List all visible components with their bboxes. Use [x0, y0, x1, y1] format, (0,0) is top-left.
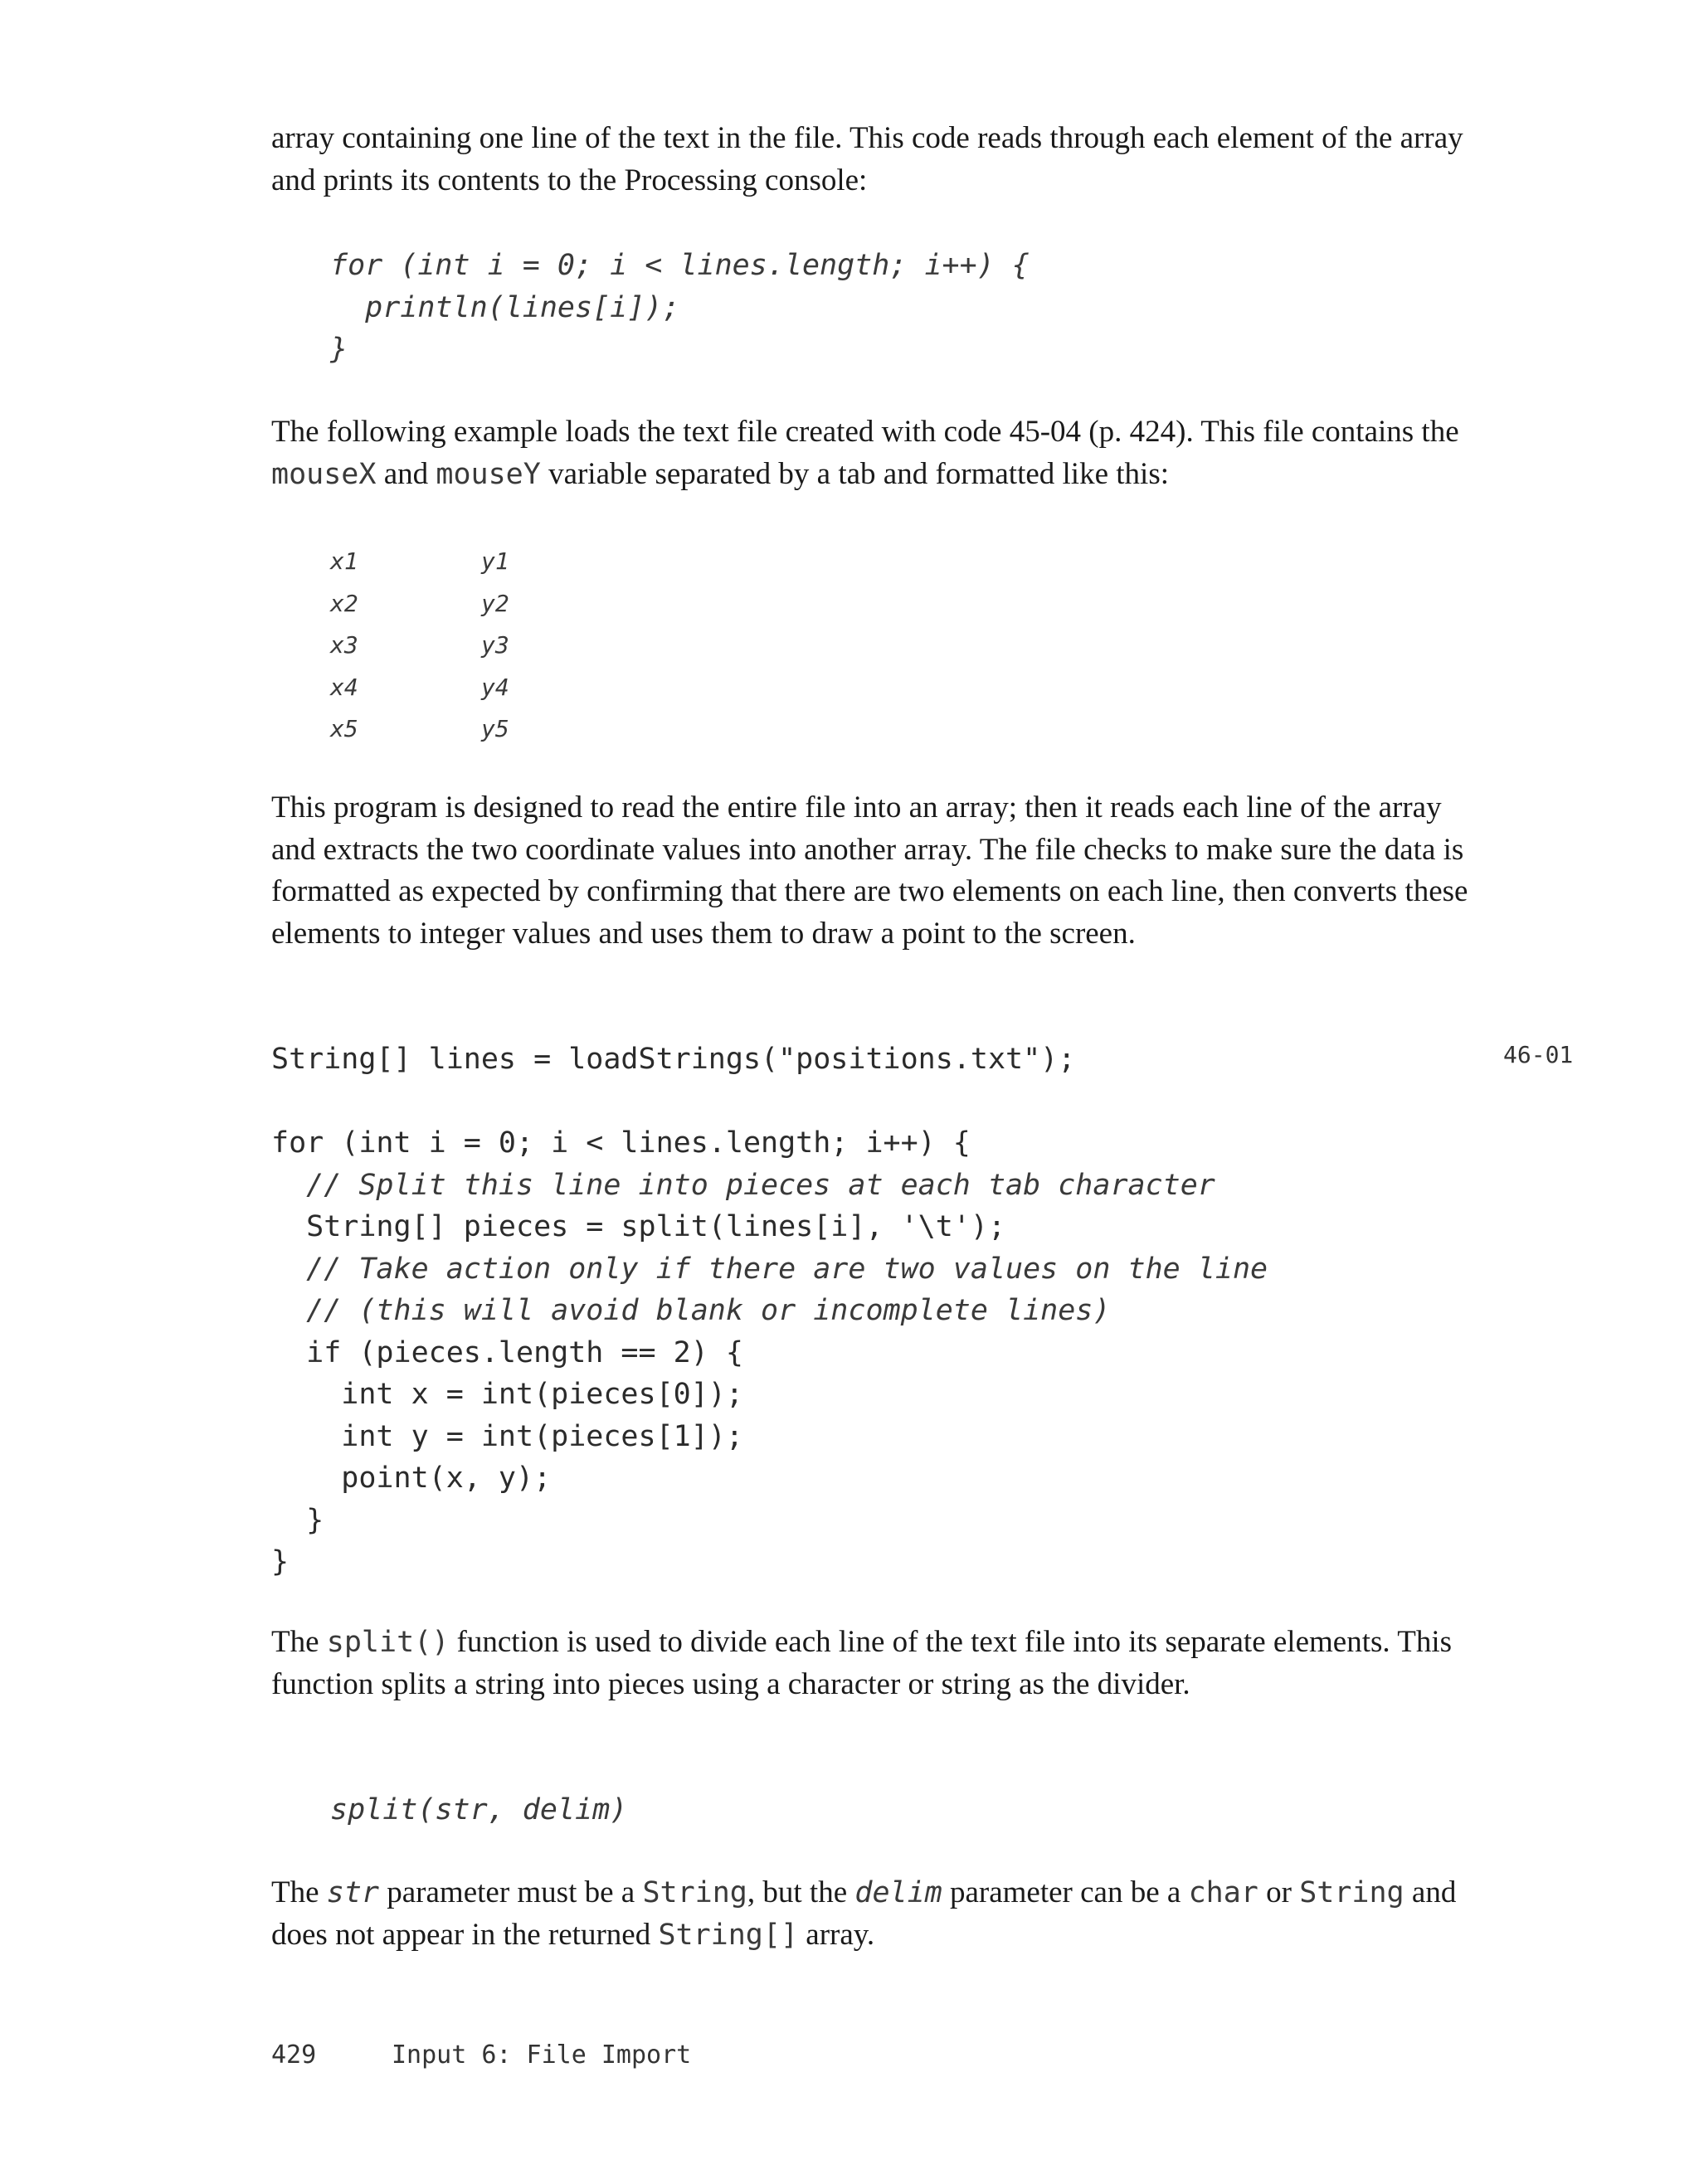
mousey-code: mouseY	[436, 457, 541, 491]
split-paragraph	[271, 1622, 1474, 1705]
split-signature-code: split(str, delim)	[330, 1793, 628, 1826]
data-y: y3	[481, 631, 509, 659]
loop-code-line-1: for (int i = 0; i < lines.length; i++) {	[330, 249, 1030, 282]
example-paragraph	[271, 411, 1474, 495]
split-signature	[330, 1789, 1533, 1831]
string-type-code: String	[642, 1876, 747, 1909]
params-paragraph	[271, 1872, 1474, 1956]
program-paragraph	[271, 787, 1474, 955]
loop-code-line-2: println(lines[i]);	[330, 290, 680, 324]
params-text-part6: and does not appear in the returned	[271, 1875, 1457, 1952]
code-comment-line: // Split this line into pieces at each tab character	[271, 1168, 1215, 1202]
data-x: x2	[330, 589, 358, 617]
program-text: This program is designed to read the entire file into an array; then it reads each line of the array and extracts the two coordinate values into another array. The file checks to make sure the data is formatted as expected by confirming that there are two elements on each line, then converts these elements to integer values and uses them to draw a point to the screen.	[271, 790, 1468, 951]
example-text-part1: The following example loads the text file created with code 45-04 (p. 424). This file contains the	[271, 415, 1459, 449]
code-id-label: 46-01	[1503, 1041, 1574, 1068]
data-x: x3	[330, 631, 358, 659]
code-line: }	[271, 1545, 290, 1578]
delim-param-code: delim	[854, 1876, 942, 1909]
main-code-listing	[271, 1038, 1474, 1583]
loop-code-line-3: }	[330, 333, 348, 366]
data-x: x4	[330, 673, 358, 701]
data-y: y5	[481, 715, 509, 742]
code-comment-line: // (this will avoid blank or incomplete lines)	[271, 1294, 1111, 1327]
params-text-part4: parameter can be a	[942, 1875, 1189, 1909]
example-text-part3: variable separated by a tab and formatted like this:	[540, 456, 1169, 491]
intro-paragraph	[271, 118, 1474, 202]
code-line: for (int i = 0; i < lines.length; i++) {	[271, 1126, 971, 1160]
params-text-part7: array.	[798, 1917, 875, 1952]
string-type-code-2: String	[1299, 1876, 1404, 1909]
data-y: y4	[481, 673, 509, 701]
code-line: String[] pieces = split(lines[i], '\t');	[271, 1210, 1006, 1243]
data-y: y2	[481, 589, 509, 617]
page-number: 429	[271, 2041, 317, 2070]
params-text	[271, 1872, 1474, 1956]
string-array-type-code: String[]	[658, 1918, 799, 1952]
chapter-title: Input 6: File Import	[392, 2041, 692, 2070]
code-line: }	[271, 1503, 324, 1537]
split-code: split()	[326, 1626, 450, 1659]
intro-text: array containing one line of the text in the file. This code reads through each element of the array and prints its contents to the Processing console:	[271, 121, 1463, 197]
code-line: if (pieces.length == 2) {	[271, 1335, 743, 1369]
params-text-part1: The	[271, 1875, 327, 1909]
code-comment-line: // Take action only if there are two values on the line	[271, 1252, 1268, 1286]
data-x: x1	[330, 547, 358, 575]
str-param-code: str	[326, 1876, 379, 1909]
loop-code-snippet	[330, 245, 1533, 371]
split-text-part1: The	[271, 1625, 327, 1659]
char-type-code: char	[1188, 1876, 1258, 1909]
params-text-part3: , but the	[747, 1875, 855, 1909]
params-text-part2: parameter must be a	[379, 1875, 643, 1909]
data-x: x5	[330, 715, 358, 742]
example-text-part2: and	[376, 456, 436, 491]
data-y: y1	[481, 547, 509, 575]
example-text	[271, 411, 1474, 495]
split-text-part2: function is used to divide each line of the text file into its separate elements. This function splits a string into pieces using a character or string as the divider.	[271, 1625, 1452, 1701]
code-line: String[] lines = loadStrings("positions.txt");	[271, 1043, 1076, 1076]
code-line	[271, 1081, 1474, 1123]
code-line: int x = int(pieces[0]);	[271, 1378, 743, 1411]
params-text-part5: or	[1258, 1875, 1300, 1909]
code-line: point(x, y);	[271, 1462, 552, 1495]
split-text	[271, 1622, 1474, 1705]
code-line: int y = int(pieces[1]);	[271, 1419, 743, 1453]
mousex-code: mouseX	[271, 457, 377, 491]
